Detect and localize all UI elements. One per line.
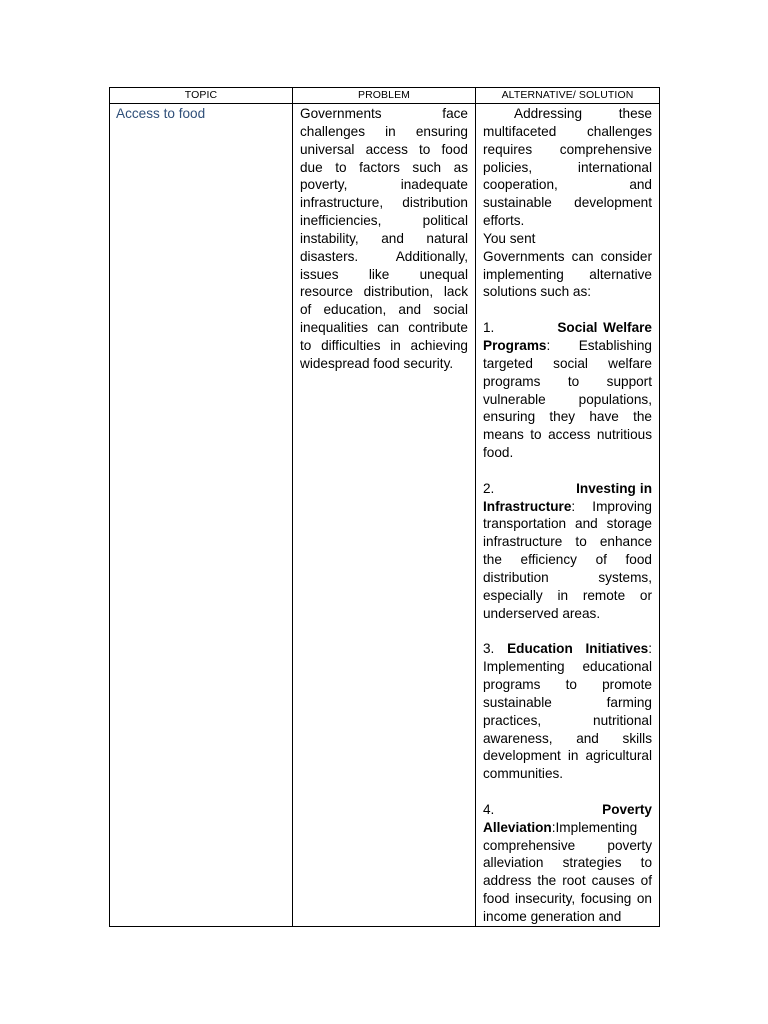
solution-text <box>476 104 659 926</box>
topic-cell <box>110 104 293 927</box>
item-number: 4. <box>483 801 495 817</box>
solution-intro: Addressing these multifaceted challenges requires comprehensive policies, international cooperation, and sustainable development efforts. <box>483 106 652 229</box>
item-title: Social Welfare Programs <box>483 320 652 353</box>
header-topic: TOPIC <box>110 88 293 104</box>
item-number: 3. <box>483 641 495 657</box>
topic-text: Access to food <box>116 106 206 121</box>
solution-lead: Governments can consider implementing alternative solutions such as: <box>483 248 652 300</box>
solution-item-4 <box>483 801 652 926</box>
item-number: 2. <box>483 480 495 496</box>
solution-you-sent: You sent <box>483 230 536 246</box>
problem-cell <box>293 104 476 927</box>
item-sep: : <box>571 498 576 514</box>
item-text: Implementing comprehensive poverty alleviation strategies to address the root causes of food insecurity, focusing on income generation and <box>483 819 652 924</box>
problem-text: Governments face challenges in ensuring universal access to food due to factors such as poverty, inadequate infrastructure, distribution inefficiencies, political instability, and natural disasters. Additionally, issues like unequal resource distribution, lack of education, and social inequalities can contribute to difficulties in achieving widespread food security. <box>300 106 468 371</box>
table-header-row <box>110 88 660 104</box>
topic-problem-solution-table <box>109 87 660 927</box>
item-sep: : <box>648 641 652 657</box>
header-problem: PROBLEM <box>293 88 476 104</box>
item-sep: : <box>546 337 551 353</box>
item-text: Implementing educational programs to promote sustainable farming practices, nutritional awareness, and skills development in agricultural communities. <box>483 659 652 782</box>
item-title: Education Initiatives <box>507 641 649 657</box>
table-row <box>110 104 660 927</box>
solution-item-1 <box>483 319 652 462</box>
item-text: Establishing targeted social welfare programs to support vulnerable populations, ensuring they have the means to access nutritious food. <box>483 337 652 461</box>
item-number: 1. <box>483 320 495 336</box>
solution-item-3 <box>483 640 652 783</box>
solution-cell <box>476 104 660 927</box>
solution-item-2 <box>483 480 652 623</box>
header-solution: ALTERNATIVE/ SOLUTION <box>476 88 660 104</box>
item-title: Poverty Alleviation <box>483 801 652 835</box>
item-text: Improving transportation and storage infrastructure to enhance the efficiency of food distribution systems, especially in remote or underserved areas. <box>483 498 652 621</box>
item-title: Investing in Infrastructure <box>483 480 652 514</box>
item-sep: : <box>551 819 556 835</box>
